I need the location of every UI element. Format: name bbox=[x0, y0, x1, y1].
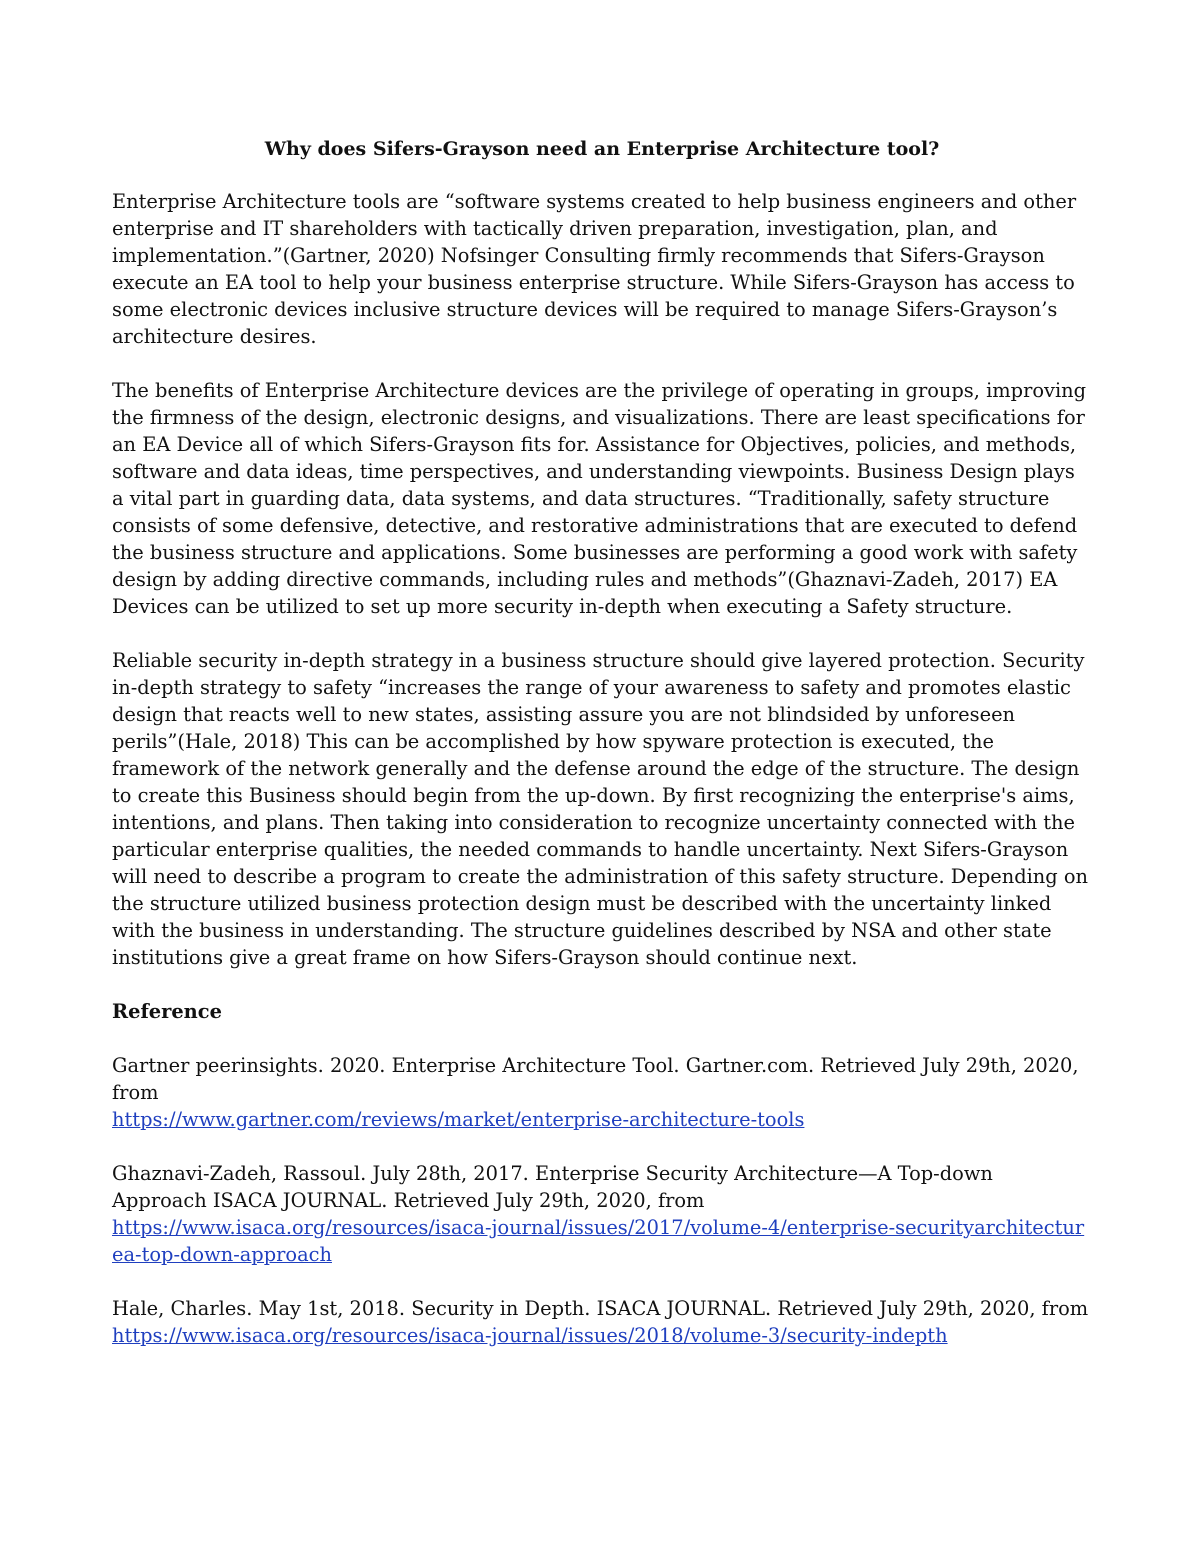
reference-item-hale bbox=[112, 1295, 1092, 1349]
paragraph-3: Reliable security in-depth strategy in a business structure should give layered protection. Security in-depth strategy to safety “increases the range of your awareness to safety and promotes elastic design that reacts well to new states, assisting assure you are not blindsided by unforeseen perils”(Hale, 2018) This can be accomplished by how spyware protection is executed, the framework of the network generally and the defense around the edge of the structure. The design to create this Business should begin from the up-down. By first recognizing the enterprise's aims, intentions, and plans. Then taking into consideration to recognize uncertainty connected with the particular enterprise qualities, the needed commands to handle uncertainty. Next Sifers-Grayson will need to describe a program to create the administration of this safety structure. Depending on the structure utilized business protection design must be described with the uncertainty linked with the business in understanding. The structure guidelines described by NSA and other state institutions give a great frame on how Sifers-Grayson should continue next. bbox=[112, 649, 1089, 969]
reference-link[interactable]: https://www.gartner.com/reviews/market/enterprise-architecture-tools bbox=[112, 1108, 805, 1131]
document-page bbox=[112, 136, 1092, 1376]
reference-item-gartner bbox=[112, 1052, 1092, 1133]
reference-heading: Reference bbox=[112, 1000, 222, 1023]
paragraph-1: Enterprise Architecture tools are “software systems created to help business engineers and other enterprise and IT shareholders with tactically driven preparation, investigation, plan, and implementation.”(Gartner, 2020) Nofsinger Consulting firmly recommends that Sifers-Grayson execute an EA tool to help your business enterprise structure. While Sifers-Grayson has access to some electronic devices inclusive structure devices will be required to manage Sifers-Grayson’s architecture desires. bbox=[112, 190, 1077, 348]
reference-text: Ghaznavi-Zadeh, Rassoul. July 28th, 2017. Enterprise Security Architecture—A Top-down Approach ISACA JOURNAL. Retrieved July 29th, 2020, from bbox=[112, 1162, 993, 1212]
reference-link[interactable]: https://www.isaca.org/resources/isaca-journal/issues/2017/volume-4/enterprise-securityarchitecturea-top-down-approach bbox=[112, 1216, 1085, 1266]
document-title: Why does Sifers-Grayson need an Enterprise Architecture tool? bbox=[264, 138, 940, 160]
paragraph-2: The benefits of Enterprise Architecture devices are the privilege of operating in groups, improving the firmness of the design, electronic designs, and visualizations. There are least specifications for an EA Device all of which Sifers-Grayson fits for. Assistance for Objectives, policies, and methods, software and data ideas, time perspectives, and understanding viewpoints. Business Design plays a vital part in guarding data, data systems, and data structures. “Traditionally, safety structure consists of some defensive, detective, and restorative administrations that are executed to defend the business structure and applications. Some businesses are performing a good work with safety design by adding directive commands, including rules and methods”(Ghaznavi-Zadeh, 2017) EA Devices can be utilized to set up more security in-depth when executing a Safety structure. bbox=[112, 379, 1087, 618]
reference-item-ghaznavi bbox=[112, 1160, 1092, 1268]
reference-text: Hale, Charles. May 1st, 2018. Security in Depth. ISACA JOURNAL. Retrieved July 29th, 2020, from bbox=[112, 1297, 1089, 1320]
reference-link[interactable]: https://www.isaca.org/resources/isaca-journal/issues/2018/volume-3/security-indepth bbox=[112, 1324, 948, 1347]
reference-text: Gartner peerinsights. 2020. Enterprise Architecture Tool. Gartner.com. Retrieved July 29th, 2020, from bbox=[112, 1054, 1079, 1104]
